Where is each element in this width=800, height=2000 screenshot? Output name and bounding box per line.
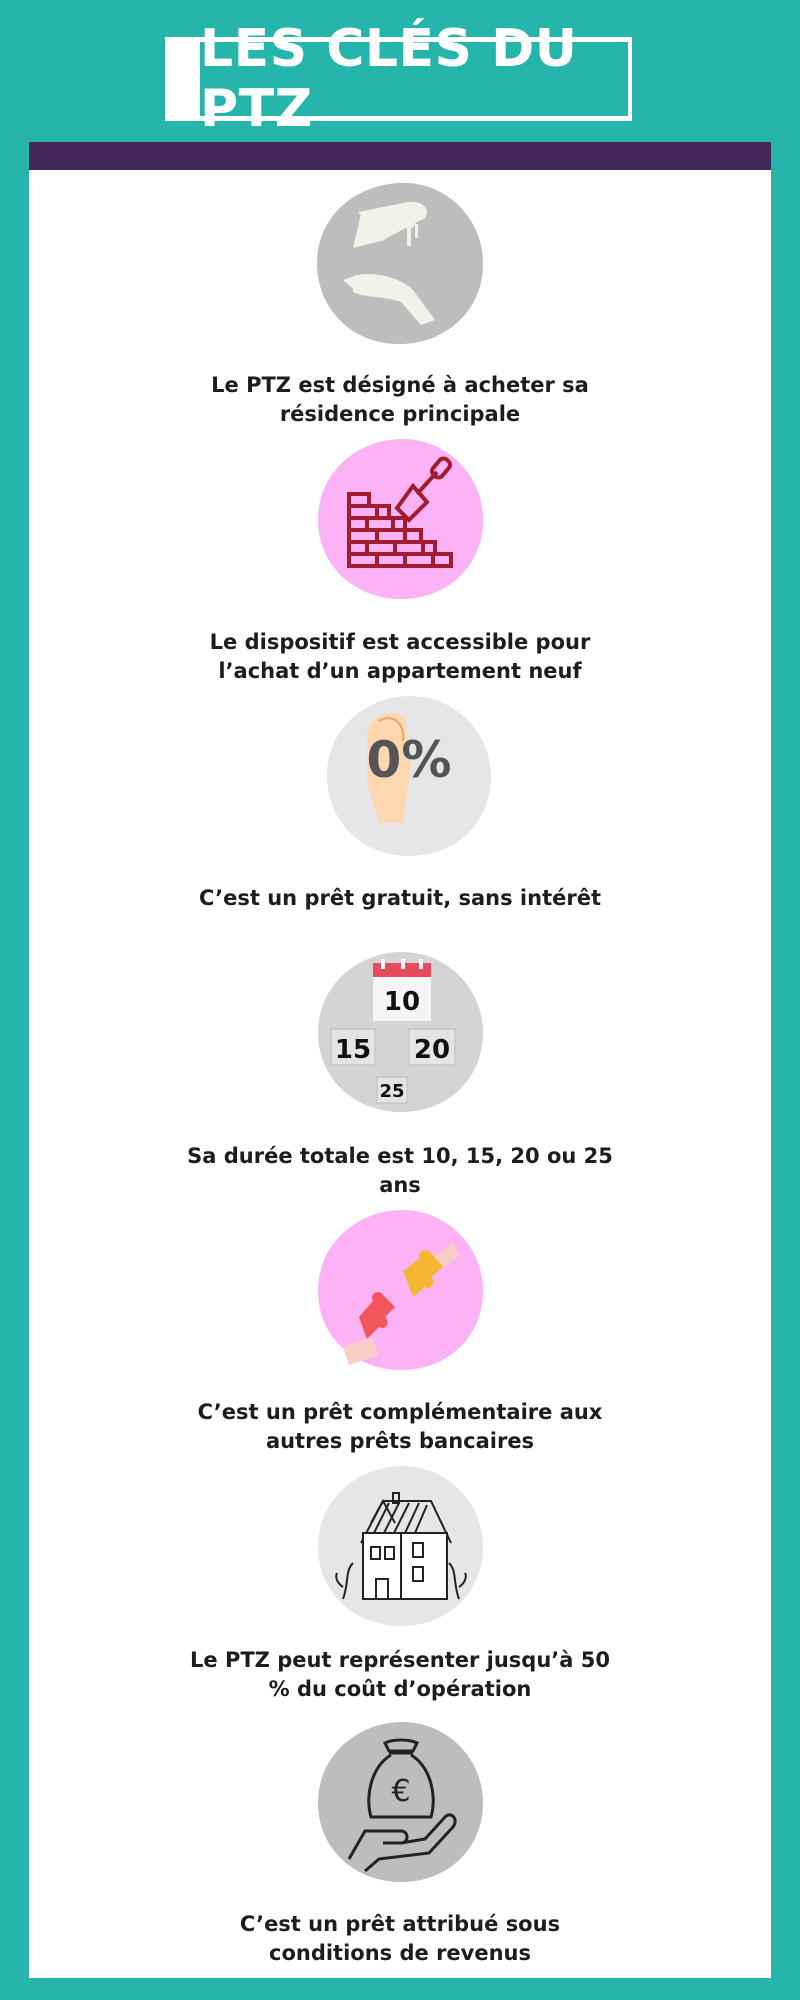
duration-15: 15 [334, 1035, 372, 1065]
page-title: LES CLÉS DU PTZ [200, 19, 578, 139]
duration-25: 25 [379, 1081, 405, 1102]
hand-keys-icon [313, 180, 487, 346]
money-bag-hand-icon [313, 1719, 487, 1885]
duration-20: 20 [413, 1035, 451, 1065]
caption-1: Le PTZ est désigné à acheter sa résidence principale [211, 373, 589, 426]
house-icon [313, 1463, 487, 1629]
duration-10: 10 [383, 987, 421, 1017]
caption-4: Sa durée totale est 10, 15, 20 ou 25 ans [187, 1144, 613, 1197]
zero-percent-hand-icon [323, 693, 495, 859]
calendar-durations-icon [313, 949, 487, 1115]
caption-6: Le PTZ peut représenter jusqu’à 50 % du coût d’opération [190, 1648, 610, 1701]
brick-wall-trowel-icon [313, 436, 487, 602]
header-band [29, 142, 771, 170]
zero-percent-label: 0% [366, 731, 452, 789]
caption-2: Le dispositif est accessible pour l’achat d’un appartement neuf [209, 630, 591, 683]
puzzle-pieces-icon [313, 1207, 487, 1373]
caption-5: C’est un prêt complémentaire aux autres prêts bancaires [197, 1400, 603, 1453]
title-banner [200, 19, 628, 139]
caption-7: C’est un prêt attribué sous conditions de revenus [239, 1912, 561, 1965]
caption-3: C’est un prêt gratuit, sans intérêt [198, 886, 601, 910]
euro-symbol: € [391, 1774, 411, 1809]
